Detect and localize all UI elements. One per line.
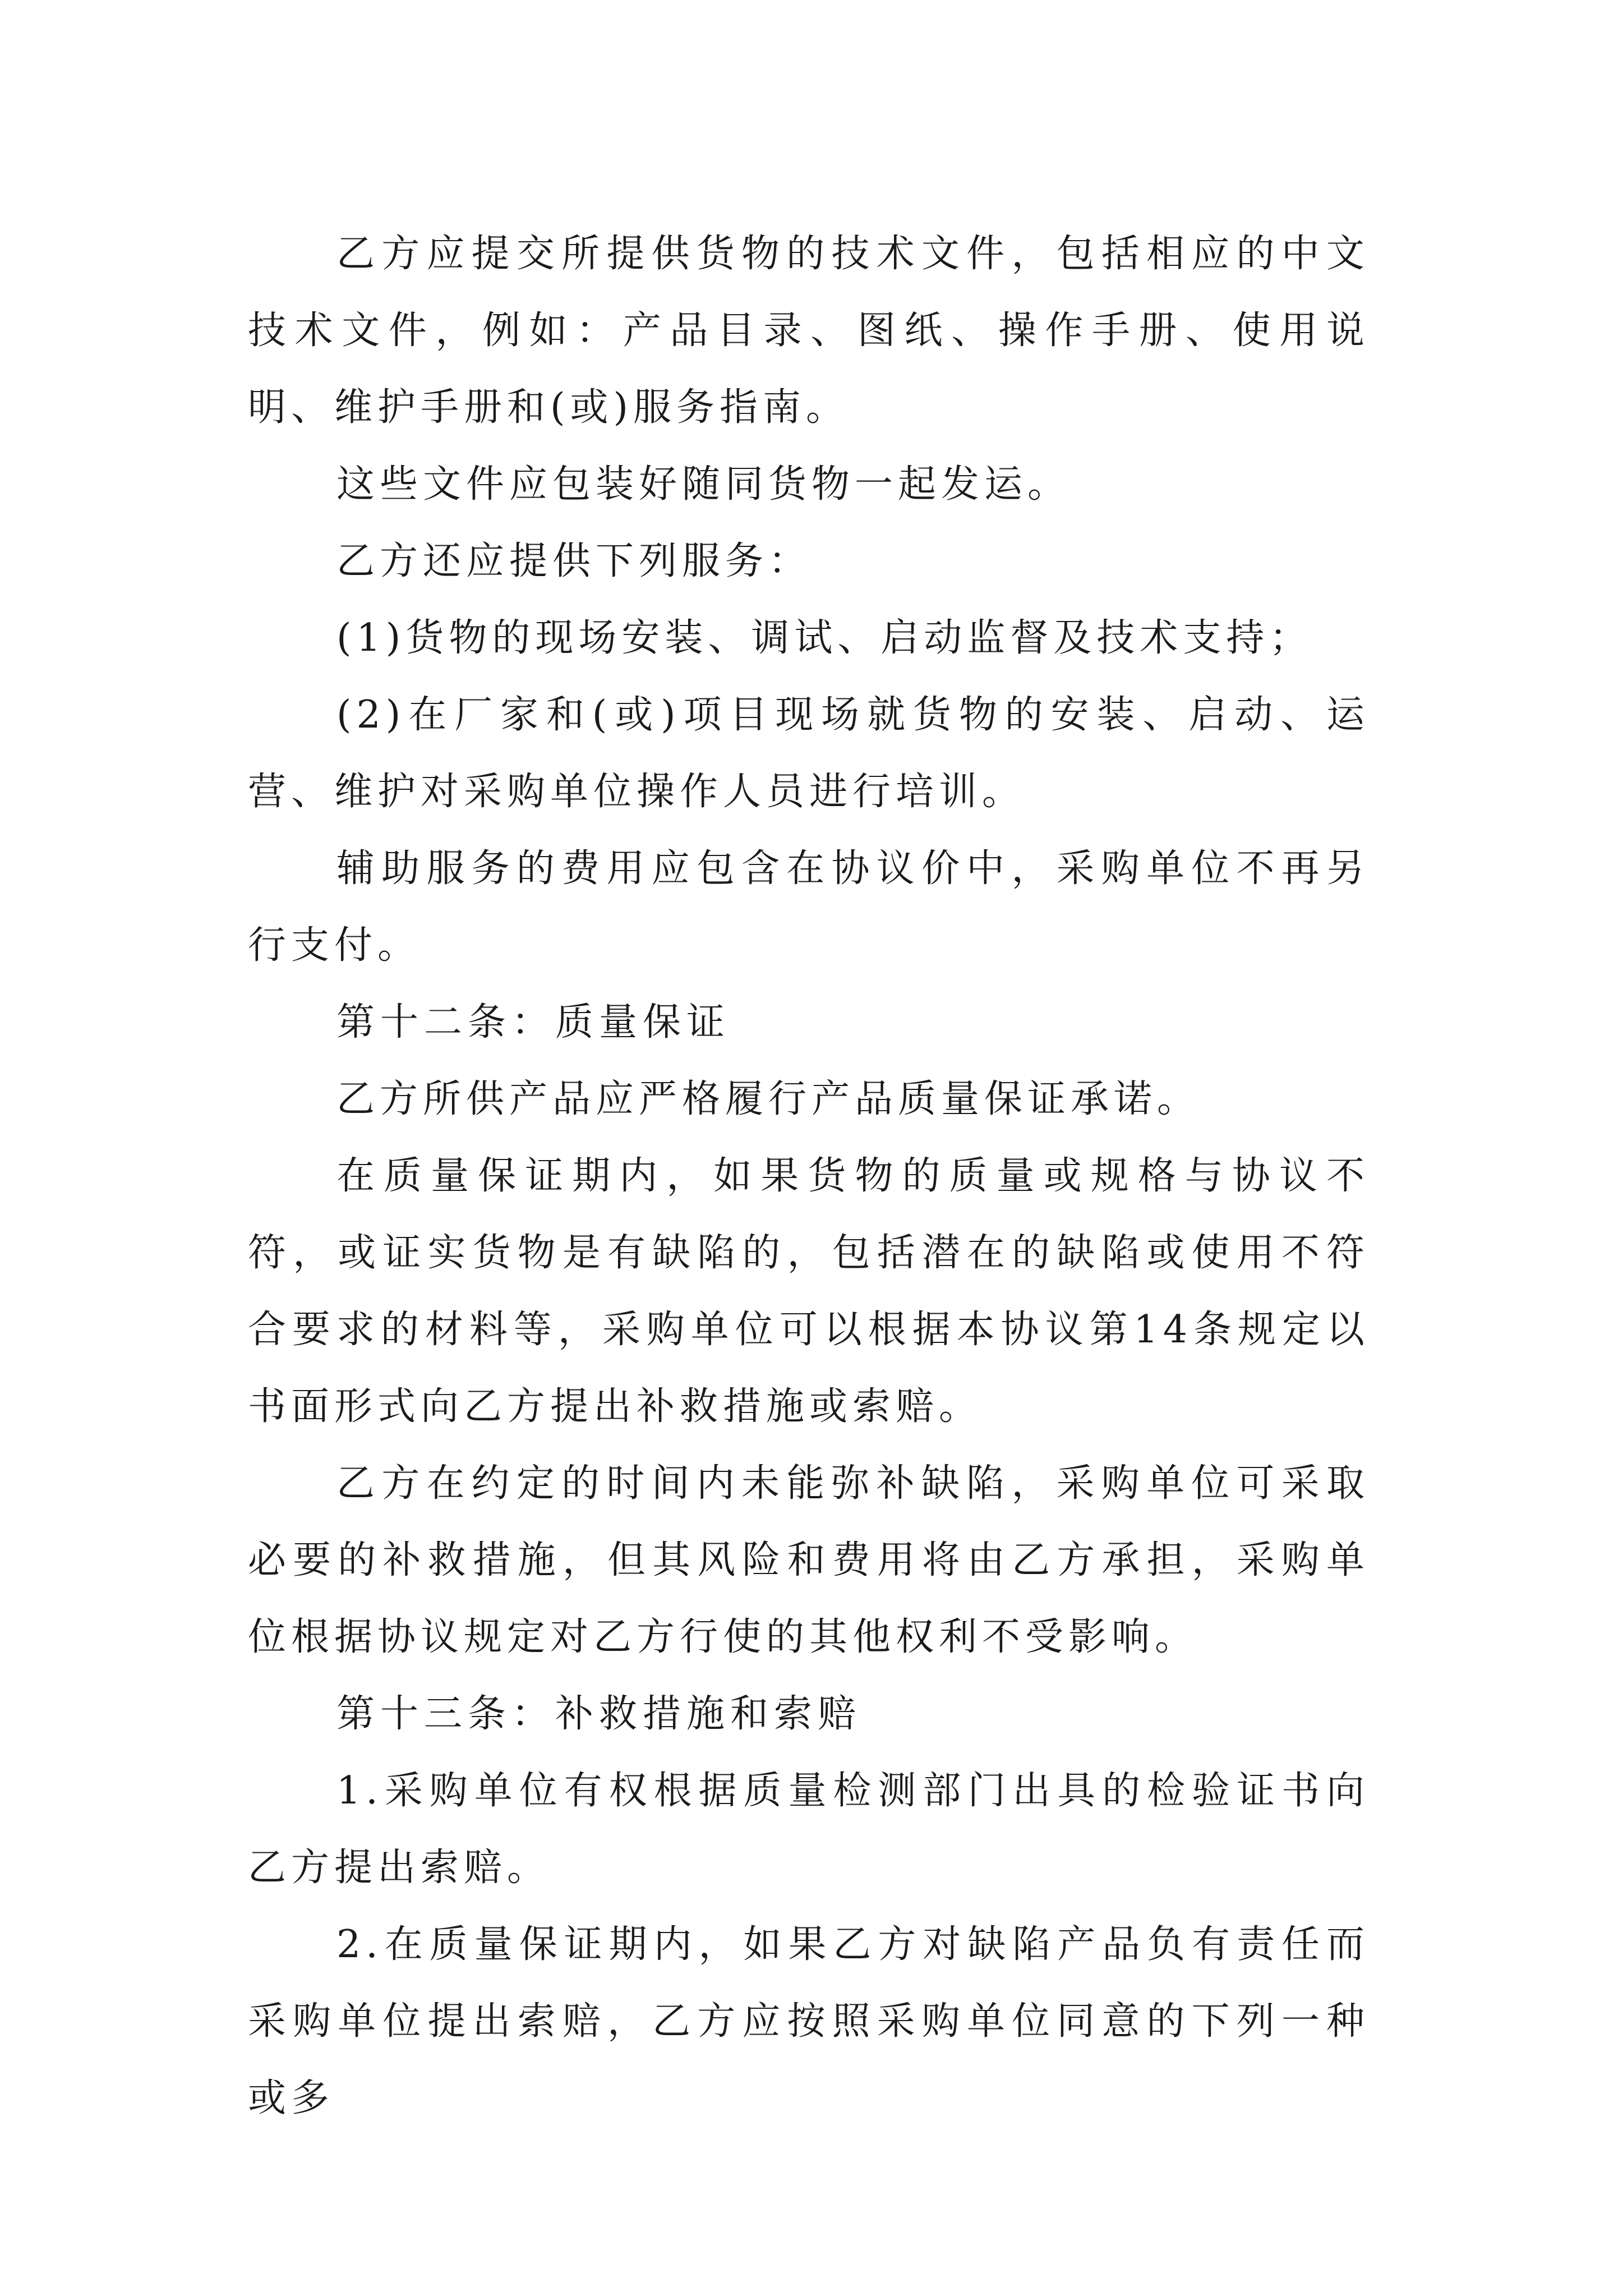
paragraph-quality-commitment: 乙方所供产品应严格履行产品质量保证承诺。 — [336, 1077, 1201, 1121]
paragraph-shipping-documents: 这些文件应包装好随同货物一起发运。 — [336, 462, 1071, 507]
paragraph-service-item-1: (1)货物的现场安装、调试、启动监督及技术支持； — [336, 616, 1313, 660]
paragraph-quality-period: 在质量保证期内，如果货物的质量或规格与协议不符，或证实货物是有缺陷的，包括潜在的缺陷或使用不符合要求的材料等，采购单位可以根据本协议第14条规定以书面形式向乙方提出补救措施或索赔。 — [248, 1154, 1370, 1429]
paragraph-technical-documents: 乙方应提交所提供货物的技术文件，包括相应的中文技术文件，例如：产品目录、图纸、操作手册、使用说明、维护手册和(或)服务指南。 — [248, 232, 1370, 430]
paragraph-services-intro: 乙方还应提供下列服务： — [336, 539, 812, 583]
section-heading-article-13: 第十三条：补救措施和索赔 — [336, 1692, 862, 1736]
document-body — [248, 215, 1370, 2137]
paragraph-service-item-2: (2)在厂家和(或)项目现场就货物的安装、启动、运营、维护对采购单位操作人员进行培训。 — [248, 693, 1370, 814]
paragraph-remedy-failure: 乙方在约定的时间内未能弥补缺陷，采购单位可采取必要的补救措施，但其风险和费用将由乙方承担，采购单位根据协议规定对乙方行使的其他权利不受影响。 — [248, 1461, 1370, 1659]
paragraph-claim-item-1: 1.采购单位有权根据质量检测部门出具的检验证书向乙方提出索赔。 — [248, 1769, 1370, 1890]
section-heading-article-12: 第十二条：质量保证 — [336, 1000, 731, 1045]
paragraph-service-fees: 辅助服务的费用应包含在协议价中，采购单位不再另行支付。 — [248, 846, 1370, 968]
paragraph-claim-item-2: 2.在质量保证期内，如果乙方对缺陷产品负有责任而采购单位提出索赔，乙方应按照采购单位同意的下列一种或多 — [248, 1922, 1370, 2120]
